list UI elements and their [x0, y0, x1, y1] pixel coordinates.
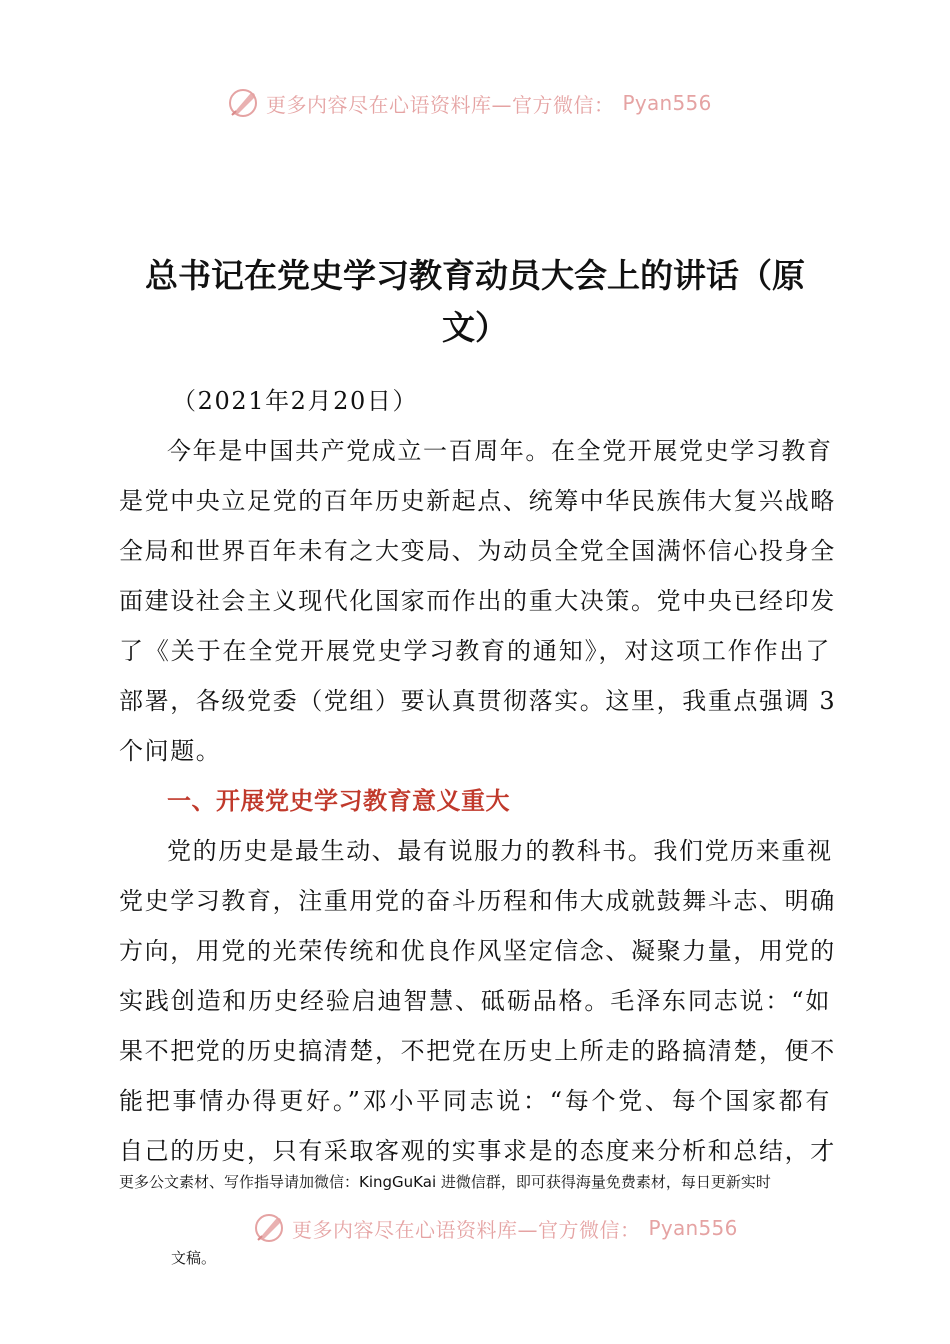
- document-date: （2021年2月20日）: [172, 387, 419, 415]
- watermark-text: 更多内容尽在心语资料库—官方微信：: [292, 1217, 641, 1242]
- footer-note-continuation: 文稿。: [171, 1249, 217, 1267]
- watermark-top: [226, 86, 712, 120]
- intro-paragraph-line: 了《关于在全党开展党史学习教育的通知》，对这项工作作出了: [119, 637, 831, 665]
- section-paragraph-line: 能把事情办得更好。”邓小平同志说：“每个党、每个国家都有: [119, 1087, 831, 1115]
- intro-paragraph-line: 部署，各级党委（党组）要认真贯彻落实。这里，我重点强调 3: [119, 687, 837, 715]
- footer-note-text: 更多公文素材、写作指导请加微信：: [119, 1173, 360, 1191]
- intro-paragraph-line: 全局和世界百年未有之大变局、为动员全党全国满怀信心投身全: [119, 537, 836, 565]
- section-paragraph-line: 党的历史是最生动、最有说服力的教科书。我们党历来重视: [167, 837, 833, 865]
- intro-paragraph-line: 个问题。: [119, 737, 222, 765]
- document-title-line-2: 文）: [442, 308, 508, 347]
- footer-wechat-id: KingGuKai: [359, 1173, 437, 1191]
- section-paragraph-line: 党史学习教育，注重用党的奋斗历程和伟大成就鼓舞斗志、明确: [119, 887, 836, 915]
- watermark-bottom: [252, 1211, 738, 1245]
- footer-note: [119, 1172, 831, 1192]
- intro-paragraph-line: 是党中央立足党的百年历史新起点、统筹中华民族伟大复兴战略: [119, 487, 836, 515]
- intro-paragraph-line: 面建设社会主义现代化国家而作出的重大决策。党中央已经印发: [119, 587, 836, 615]
- section-paragraph-line: 自己的历史，只有采取客观的实事求是的态度来分析和总结，才: [119, 1137, 836, 1165]
- section-heading: 一、开展党史学习教育意义重大: [167, 787, 510, 815]
- watermark-wechat-handle: Pyan556: [622, 91, 712, 115]
- intro-paragraph-line: 今年是中国共产党成立一百周年。在全党开展党史学习教育: [167, 437, 833, 465]
- watermark-text: 更多内容尽在心语资料库—官方微信：: [266, 92, 615, 117]
- section-paragraph-line: 实践创造和历史经验启迪智慧、砥砺品格。毛泽东同志说：“如: [119, 987, 831, 1015]
- section-paragraph-line: 方向，用党的光荣传统和优良作风坚定信念、凝聚力量，用党的: [119, 937, 836, 965]
- quill-pen-logo-icon: [252, 1211, 286, 1245]
- quill-pen-logo-icon: [226, 86, 260, 120]
- document-title-line-1: 总书记在党史学习教育动员大会上的讲话（原: [145, 256, 805, 295]
- section-paragraph-line: 果不把党的历史搞清楚，不把党在历史上所走的路搞清楚，便不: [119, 1037, 836, 1065]
- footer-note-text: 进微信群，即可获得海量免费素材，每日更新实时: [436, 1173, 771, 1191]
- watermark-wechat-handle: Pyan556: [648, 1216, 738, 1240]
